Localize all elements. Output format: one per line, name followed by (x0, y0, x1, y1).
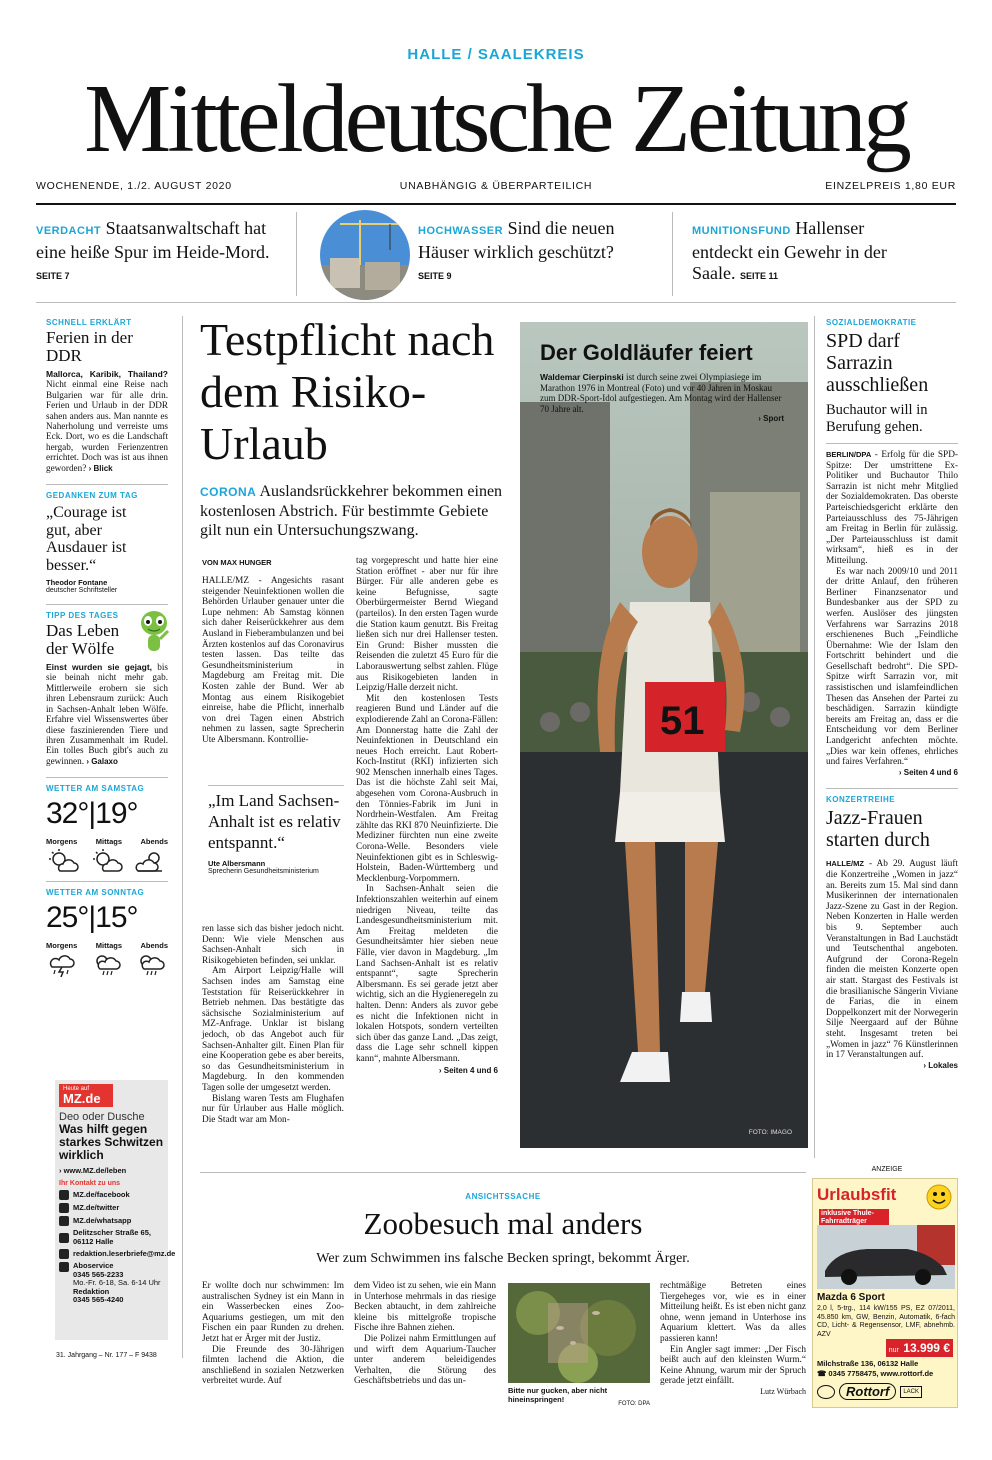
teaser-munitionsfund[interactable] (692, 218, 912, 287)
lead: Mallorca, Karibik, Thailand? (46, 369, 168, 379)
promo-box[interactable] (55, 1080, 176, 1340)
temperature: 25°|15° (46, 901, 138, 935)
jazz-body: HALLE/MZ - Ab 29. August läuft die Konzertreihe „Women in jazz“ an. Bereits zum 15. Mal sind dann Musikerinnen der internationalen Jazz-Szene zu Gast in der Region. Neben Konzerten in Halle werden bis 9. September auch Veranstaltungen in Bad Lauchstädt und Teutschenthal angeboten. Aufgrund der Corona-Regeln finden die meisten Konzerte open air statt. Stargast des Festivals ist die brasilianische Sängerin Viviane de Farias, die in einem Doppelkonzert mit der Norwegerin Silje Neergaard auf der Bühne steht. Insgesamt treten bei „Women in jazz“ 76 Künstlerinnen in 17 Veranstaltungen auf. › Lokales (826, 859, 959, 1070)
bottom-photo (508, 1283, 650, 1383)
photo-caption (508, 1386, 650, 1407)
sun-cloud-icon (90, 849, 124, 873)
lack-logo: LACK (900, 1386, 922, 1398)
contact-kicker: Ihr Kontakt zu uns (59, 1180, 121, 1187)
author: Lutz Würbach (760, 1386, 806, 1396)
kicker: SCHNELL ERKLÄRT (46, 318, 132, 327)
body-text: Mallorca, Karibik, Thailand? Nicht einmal eine Reise nach Bulgarien war für alle drin. Ferien und Urlaub in der DDR sahen anders aus. Man nannte es Naherholung und verreiste ums Eck. Dort, wo es die Landschaft hergab, wurden Ferienzentren errichtet. Doch was ist aus ihnen geworden? › Blick (46, 369, 168, 473)
divider (200, 1172, 806, 1173)
sun-cloud-icon (46, 849, 80, 873)
divider (672, 212, 673, 296)
ad-sub: inklusive Thule-Fahrradträger (819, 1209, 889, 1227)
bottom-col1: Er wollte doch nur schwimmen: Im australischen Sydney ist ein Mann in ein Wasserbecken eines Zoo-Aquariums gestiegen, um mit den Fischen ein paar Runden zu drehen. Jetzt hat er Ärger mit der Justiz. Die Freunde des 30-Jährigen filmten lachend die Aktion, die anschließend in sozialen Netzwerken verbreitet wurde. Auf (202, 1281, 344, 1387)
quote: „Im Land Sachsen-Anhalt ist es relativ entspannt.“ (208, 791, 341, 852)
kicker: KONZERTREIHE (826, 795, 896, 805)
quote-author: Theodor Fontane (46, 578, 108, 588)
teaser-text: Sind die neuen Häuser wirklich geschützt? (418, 218, 615, 262)
caption-name: Waldemar Cierpinski (540, 372, 624, 382)
issue-number: 31. Jahrgang – Nr. 177 – F 9438 (56, 1352, 157, 1359)
temperature: 32°|19° (46, 797, 138, 831)
kicker: TIPP DES TAGES (46, 611, 119, 621)
label-noon: Mittags (95, 941, 122, 951)
mz-badge (59, 1084, 113, 1107)
kicker: WETTER AM SONNTAG (46, 888, 145, 898)
badge-small: Heute auf (63, 1086, 90, 1092)
quote-role: deutscher Schriftsteller (46, 587, 118, 595)
runner-photo (520, 322, 808, 1148)
lead-col1-cont: ren lasse sich das bisher jedoch nicht. Denn: Wie viele Menschen aus Sachsen-Anhalt sich in Risikogebieten befinden, sei unklar. Am Airport Leipzig/Halle will Sachsen indes am Samstag eine Teststation für Reiserückkehrer in Betrieb nehmen. Das bestätigte das sächsische Sozialministerium auf MZ-Anfrage. Unklar ist bislang jedoch, ob das Angebot auch für Sachsen-Anhalter gilt. Einen Plan für eine Kooperation gebe es aber bereits, so das Gesundheitsministerium in Magdeburg. In den kommenden Tagen solle der umgesetzt werden. Bislang waren Tests am Flughafen nur für Urlauber aus Halle möglich. Die Stadt war am Mon- (202, 924, 344, 1125)
bib-number: 51 (660, 699, 705, 743)
lead-headline[interactable]: Testpflicht nach dem Risiko-Urlaub (200, 314, 495, 469)
masthead-rule (36, 203, 956, 205)
bottom-col2: dem Video ist zu sehen, wie ein Mann in Unterhose mehrmals in das riesige Becken abtaucht, in dem zahlreiche kleine bis mittelgroße tropische Fische ihre Bahnen ziehen. Die Polizei nahm Ermittlungen auf und wirft dem Aquarium-Taucher unter anderem beleidigendes Verhalten, die Störung des Geschäftsbetriebs und das un- (354, 1281, 496, 1387)
teaser-text: Staatsanwaltschaft hat eine heiße Spur im Heide-Mord. (36, 218, 270, 262)
contact-address: Delitzscher Straße 65, 06112 Halle (59, 1229, 164, 1246)
right-column (826, 318, 958, 1071)
photo-caption: Waldemar Cierpinski ist durch seine zwei Olympiasiege im Marathon 1976 in Montreal (Foto) und vor 40 Jahren in Moskau zum DDR-Sport-Idol aufgestiegen. Am Montag wird der Hallenser 70 Jahre alt. › Sport (540, 372, 784, 423)
teaser-photo-crane (320, 210, 410, 300)
mazda-logo-icon (817, 1385, 835, 1399)
divider (46, 604, 168, 605)
label-evening: Abends (140, 837, 168, 847)
divider (46, 881, 168, 882)
promo-headline: Was hilft gegen starkes Schwitzen wirklich (59, 1122, 164, 1162)
sun-rain-icon (134, 953, 168, 977)
ad-specs: 2,0 l, 5-trg., 114 kW/155 PS, EZ 07/2011, 45.850 km, GW, Benzin, Automatik, 6-fach CD, Licht- & Regensensor, LMF, abnehmb. AZV (817, 1305, 955, 1338)
bottom-deck: Wer zum Schwimmen ins falsche Becken springt, bekommt Ärger. (316, 1251, 690, 1266)
ref-link[interactable]: › Seiten 4 und 6 (438, 1065, 498, 1075)
headline: Ferien in der DDR (46, 328, 133, 365)
lead-deck: CORONA Auslandsrückkehrer bekommen einen kostenlosen Abstrich. Für bestimmte Gebiete gilt nun ein Untersuchungszwang. (200, 483, 503, 539)
promo-line: Deo oder Dusche (59, 1111, 145, 1123)
weather-saturday (46, 784, 168, 873)
price: EINZELPREIS 1,80 EUR (825, 180, 956, 192)
bottom-headline[interactable]: Zoobesuch mal anders (363, 1206, 643, 1241)
kicker: SOZIALDEMOKRATIE (826, 318, 917, 327)
contact-facebook[interactable]: MZ.de/facebook (59, 1190, 164, 1200)
thunder-rain-icon (46, 953, 80, 977)
kicker: GEDANKEN ZUM TAG (46, 491, 138, 501)
ref-link[interactable]: › Blick (88, 463, 113, 473)
photo-credit: FOTO: DPA (618, 1401, 650, 1407)
body-text: Einst wurden sie gejagt, bis sie beinah nicht mehr gab. Mittlerweile erobern sie sich ihren Lebensraum zurück: Auch in Sachsen-Anhalt leben Wölfe. Erfahre viel Wissenswertes über diese faszinierenden Tiere und ihren Zusammenhalt im Rudel. Ein tolles Buch gibt's auch zu gewinnen. › Galaxo (46, 662, 168, 766)
kicker: CORONA (200, 485, 257, 499)
facebook-icon (59, 1190, 69, 1200)
bottom-kicker: ANSICHTSSACHE (465, 1192, 541, 1201)
divider (814, 316, 815, 1158)
divider (36, 302, 956, 303)
ad-logos (817, 1383, 922, 1400)
byline: VON MAX HUNGER (202, 558, 272, 567)
label-morning: Morgens (46, 837, 78, 847)
ad-label: ANZEIGE (814, 1166, 960, 1173)
divider (826, 788, 958, 789)
photo-credit: FOTO: IMAGO (748, 1129, 792, 1136)
label-evening: Abends (140, 941, 168, 951)
sun-rain-icon (90, 953, 124, 977)
spd-deck: Buchautor will in Berufung gehen. (826, 402, 928, 435)
label-morning: Morgens (46, 941, 78, 951)
photo-headline: Der Goldläufer feiert (540, 340, 753, 365)
smiley-icon (925, 1183, 953, 1211)
teaser-text: Hallenser entdeckt ein Gewehr in der Saale. (692, 218, 887, 283)
weather-sunday (46, 888, 168, 977)
lead-col1: HALLE/MZ - Angesichts rasant steigender Neuinfektionen wollen die Behörden Urlauber genauer unter die Lupe nehmen: Ab Samstag können sich daher Reiserückkehrer aus dem Ausland in Fieberambulanzen und bei Ärzten kostenlos auf das Coronavirus testen lassen. Das teilte das Gesundheitsministerium in Magdeburg am Freitag mit. Die Kosten zahle der Bund. Wer ab Montag aus einem Risikogebiet einreise, habe die Pflicht, innerhalb von drei Tagen einen Abstrich nehmen zu lassen, sagte Sprecherin Ute Albersmann. Kontrollie- (202, 576, 344, 745)
contact-twitter[interactable]: MZ.de/twitter (59, 1203, 164, 1213)
phone-icon (59, 1262, 69, 1272)
whatsapp-icon (59, 1216, 69, 1226)
ref-link[interactable]: › Seiten 4 und 6 (898, 767, 958, 777)
promo-url[interactable]: › www.MZ.de/leben (59, 1166, 127, 1175)
ad-title: Urlaubsfit (817, 1185, 897, 1204)
badge-title: MZ.de (63, 1091, 101, 1106)
ad-box[interactable] (812, 1178, 958, 1408)
region-label: HALLE / SAALEKREIS (407, 46, 585, 63)
divider (296, 212, 297, 296)
kicker: WETTER AM SAMSTAG (46, 784, 145, 794)
quote: „Courage ist gut, aber Ausdauer ist besser.“ (46, 504, 127, 574)
label-noon: Mittags (95, 837, 122, 847)
tip-box (46, 611, 168, 767)
contact-abo: Aboservice 0345 565-2233 Mo.-Fr. 6-18, Sa. 6-14 Uhr Redaktion 0345 565-4240 (59, 1262, 164, 1305)
quote-author: Ute Albersmann (208, 859, 266, 868)
location-icon (59, 1233, 69, 1243)
teaser-hochwasser[interactable] (418, 218, 618, 287)
teaser-verdacht[interactable] (36, 218, 276, 287)
lead: Einst wurden sie gejagt, (46, 662, 153, 673)
divider (826, 443, 958, 444)
lead-photo (520, 322, 808, 1148)
thought-box (46, 491, 168, 594)
cloud-sun-icon (134, 849, 168, 873)
ad-model: Mazda 6 Sport (817, 1292, 885, 1303)
left-sidebar (46, 318, 168, 977)
teaser-ref: SEITE 11 (739, 271, 779, 281)
alien-mascot-icon (136, 609, 172, 657)
teaser-ref: SEITE 7 (36, 271, 70, 281)
ad-price: nur 13.999 € (886, 1339, 953, 1357)
jazz-headline[interactable]: Jazz-Frauen starten durch (826, 807, 930, 852)
aquarium-photo (508, 1283, 650, 1383)
teaser-ref: SEITE 9 (418, 271, 452, 281)
contact-email[interactable]: redaktion.leserbriefe@mz.de (59, 1249, 164, 1259)
ad-address: Milchstraße 136, 06132 Halle (817, 1359, 919, 1368)
bottom-col3: rechtmäßige Betreten eines Tiergeheges vor, wie es in einer Mitteilung heißt. Es ist eben nicht ganz ohne, wenn jemand in Unterhose ins Aquarium klettert. Was da alles passieren kann! Ein Angler sagt immer: „Der Fisch beißt auch auf den kleinsten Wurm.“ Keine Ahnung, warum mir der Spruch gerade jetzt einfällt. Lutz Würbach (660, 1281, 806, 1396)
ref-link[interactable]: › Lokales (923, 1060, 958, 1070)
explain-box (46, 318, 168, 474)
issue-date: WOCHENENDE, 1./2. AUGUST 2020 (36, 180, 232, 192)
brand-logo: Rottorf (839, 1383, 896, 1400)
teaser-kicker: MUNITIONSFUND (692, 225, 791, 237)
divider (46, 484, 168, 485)
caption: Bitte nur gucken, aber nicht hineinspringen! (508, 1386, 608, 1404)
ref-link[interactable]: › Galaxo (86, 756, 118, 766)
spd-headline[interactable]: SPD darf Sarrazin ausschließen (826, 330, 929, 396)
teaser-kicker: HOCHWASSER (418, 225, 504, 237)
divider (46, 777, 168, 778)
car-photo (817, 1225, 955, 1289)
teaser-kicker: VERDACHT (36, 225, 102, 237)
ref-link[interactable]: › Sport (758, 414, 784, 423)
newspaper-title: Mitteldeutsche Zeitung (84, 65, 908, 173)
lead-col2: tag vorgeprescht und hatte hier eine Station eröffnet - aber nur für ihre Bürger. Für alle anderen gebe es keine Befugnisse, sagte Oberbürgermeister Bernd Wiegand (parteilos). In den ersten Tagen wurde die Station kaum genutzt. Bis Freitag ließen sich nur drei Hallenser testen. Ein Grund: Bisher mussten die Reisenden die zuletzt 45 Euro für die Laborauswertung selbst zahlen. Flüge aus Risikogebieten landen in Leipzig/Halle derzeit nicht. Mit den kostenlosen Tests reagieren Bund und Länder auf die explodierende Zahl an Corona-Fällen: Am Donnerstag hatte die Zahl der Neuinfektionen in Deutschland ein neues Hoch erreicht. Laut Robert-Koch-Institut (RKI) infizierten sich 902 Menschen innerhalb eines Tages. Das ist die höchste Zahl seit Mai, abgesehen vom Corona-Ausbruch in den Tönnies-Fabrik im Juni in Nordrhein-Westfalen. Am Freitag zählte das RKI 870 Neuinfizierte. Die Mediziner fürchten nun eine zweite Corona-Welle. Besonders viele Neuinfektionen gibt es in Schleswig-Holstein, Baden-Württemberg und Mecklenburg-Vorpommern. In Sachsen-Anhalt seien die Infektionszahlen weiterhin auf einem niedrigen Niveau, teilte das Landesgesundheitsministerium mit. Am Freitag meldeten die Gesundheitsämter hier sieben neue Fälle, vier davon in Magdeburg. „Im Land Sachsen-Anhalt ist es relativ entspannt“, sagte Sprecherin Albersmann. Es sei gerade jetzt aber wichtig, sich an die Hygieneregeln zu halten. Denn: Anders als zuvor gebe es nicht die Infektionen nicht in lokalen Hotspots, sondern verteilten sich über das ganze Land. „Das zeigt, dass die Lage sehr schnell kippen kann“, mahnte Albersmann. › Seiten 4 und 6 (356, 556, 498, 1075)
twitter-icon (59, 1203, 69, 1213)
motto: UNABHÄNGIG & ÜBERPARTEILICH (399, 180, 593, 192)
spd-body: BERLIN/DPA - Erfolg für die SPD-Spitze: Der umstrittene Ex-Politiker und Buchautor Thilo Sarrazin ist nicht mehr Mitglied der Sozialdemokraten. Das oberste Parteischiedsgericht erklärte den Parteiausschluss des 75-Jährigen am Freitag in Berlin für zulässig. „Der Parteiausschluss ist damit wirksam“, hieß es in der Mitteilung. Es war nach 2009/10 und 2011 der dritte Anlauf, den früheren Berliner Finanzsenator und Bundesbanker aus der SPD zu werfen. Auslöser des jüngsten Verfahrens war Sarrazins 2018 erschienenes Buch „Feindliche Übernahme: Wie der Islam den Fortschritt behindert und die Gesellschaft bedroht“. Die SPD-Spitze wirft Sarrazin vor, mit rassistischen und islamfeindlichen Thesen das Ansehen der Partei zu beschädigen. Sarrazin kündigte bereits am Freitag an, dass er die Entscheidung vor dem Berliner Landgericht anfechten möchte. „Dies war kein offenes, ehrliches und faires Verfahren.“ › Seiten 4 und 6 (826, 450, 959, 777)
quote-role: Sprecherin Gesundheitsministerium (208, 868, 319, 875)
email-icon (59, 1249, 69, 1259)
divider (182, 316, 183, 1358)
lead-quote-box (208, 785, 344, 875)
ad-phone: ☎ 0345 7758475, www.rottorf.de (817, 1369, 934, 1378)
contact-whatsapp[interactable]: MZ.de/whatsapp (59, 1216, 164, 1226)
headline: Das Leben der Wölfe (46, 621, 120, 659)
